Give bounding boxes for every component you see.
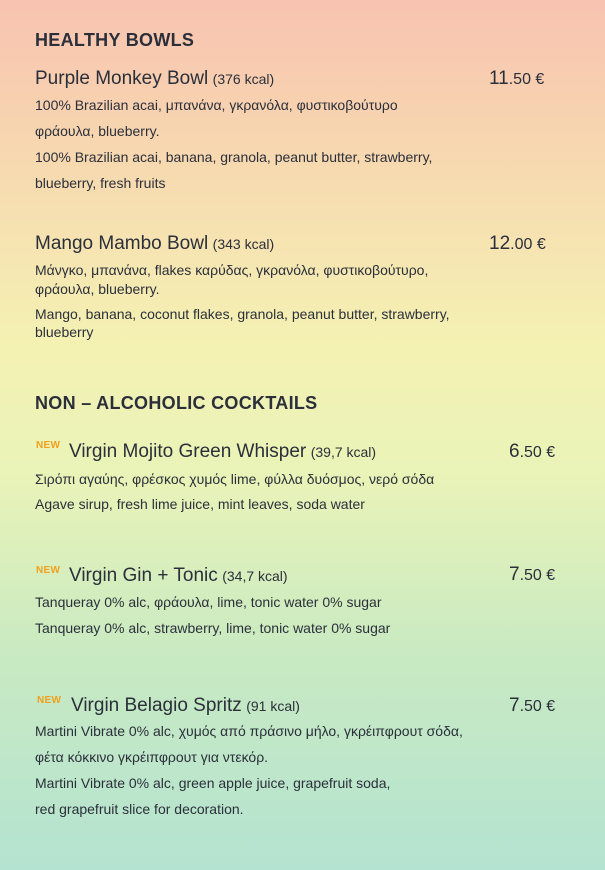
item-desc-line: Tanqueray 0% alc, strawberry, lime, tonic water 0% sugar [35,620,391,636]
item-price [509,441,555,463]
new-badge: NEW [36,440,61,451]
menu-item-virgin-belagio-spritz [71,695,300,717]
item-desc-line: φέτα κόκκινο γκρέιπφρουτ για ντεκόρ. [35,749,269,765]
price-main: 7 [509,695,520,716]
item-desc-line: blueberry, fresh fruits [35,175,166,191]
price-decimal: .50 € [519,444,556,461]
item-desc-line: φράουλα, blueberry. [35,281,160,297]
item-kcal: (39,7 kcal) [310,444,377,460]
price-main: 6 [509,441,520,462]
item-price [489,233,546,255]
item-name: Virgin Belagio Spritz [71,695,242,716]
section-title-non-alcoholic-cocktails: NON – ALCOHOLIC COCKTAILS [35,393,318,413]
item-name: Mango Mambo Bowl [35,233,209,254]
price-decimal: .50 € [519,567,556,584]
item-desc-line: Agave sirup, fresh lime juice, mint leaves, soda water [35,496,365,512]
item-name: Purple Monkey Bowl [35,68,209,89]
item-name: Virgin Gin + Tonic [69,565,218,586]
item-name: Virgin Mojito Green Whisper [69,441,307,462]
price-main: 11 [489,68,509,89]
item-desc-line: red grapefruit slice for decoration. [35,801,244,817]
price-main: 12 [489,233,511,254]
item-desc-line: Mango, banana, coconut flakes, granola, peanut butter, strawberry, [35,306,450,322]
item-desc-line: blueberry [35,324,94,340]
item-desc-line: 100% Brazilian acai, banana, granola, peanut butter, strawberry, [35,149,433,165]
menu-item-virgin-mojito [69,441,376,463]
price-main: 7 [509,564,520,585]
item-desc-line: Martini Vibrate 0% alc, χυμός από πράσινο μήλο, γκρέιπφρουτ σόδα, [35,723,463,739]
item-desc-line: Μάνγκο, μπανάνα, flakes καρύδας, γκρανόλα, φυστικοβούτυρο, [35,262,429,278]
item-desc-line: φράουλα, blueberry. [35,123,160,139]
price-decimal: .50 € [508,71,545,88]
item-price [509,695,555,717]
item-desc-line: 100% Brazilian acai, μπανάνα, γκρανόλα, φυστικοβούτυρο [35,97,398,113]
new-badge: NEW [36,565,61,576]
price-decimal: .00 € [510,236,546,253]
menu-item-mango-mambo-bowl [35,233,274,255]
item-kcal: (34,7 kcal) [222,568,288,584]
section-title-healthy-bowls: HEALTHY BOWLS [35,30,195,50]
item-kcal: (343 kcal) [212,236,275,252]
menu-item-purple-monkey-bowl [35,68,274,90]
item-desc-line: Martini Vibrate 0% alc, green apple juice, grapefruit soda, [35,775,391,791]
item-kcal: (376 kcal) [212,71,275,87]
new-badge: NEW [37,695,62,706]
item-price [489,68,544,90]
menu-item-virgin-gin-tonic [69,565,288,587]
price-decimal: .50 € [519,698,556,715]
item-desc-line: Σιρόπι αγαύης, φρέσκος χυμός lime, φύλλα δυόσμος, νερό σόδα [35,471,435,487]
item-kcal: (91 kcal) [246,698,300,714]
item-desc-line: Tanqueray 0% alc, φράουλα, lime, tonic water 0% sugar [35,594,382,610]
item-price [509,564,555,586]
